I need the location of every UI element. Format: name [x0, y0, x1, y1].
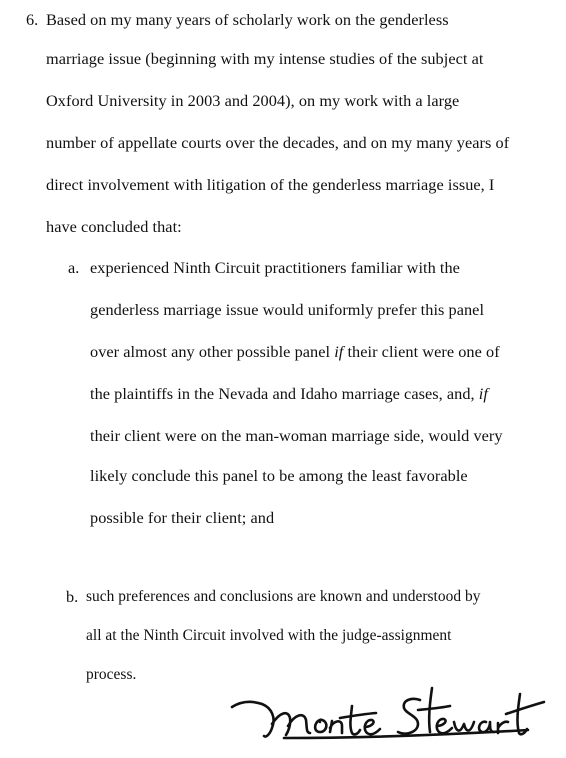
item-a-line-1: experienced Ninth Circuit practitioners familiar with the — [90, 258, 460, 277]
paragraph-line-4: number of appellate courts over the decades, and on my many years of — [46, 133, 510, 152]
item-a-line-3-pre: over almost any other possible panel — [90, 342, 335, 361]
paragraph-line-1: Based on my many years of scholarly work on the genderless — [46, 10, 449, 29]
item-a-marker: a. — [68, 258, 80, 277]
item-b-marker: b. — [66, 587, 79, 606]
paragraph-line-6: have concluded that: — [46, 217, 182, 236]
item-b-line-3: process. — [86, 666, 137, 683]
item-a-line-4-pre: the plaintiffs in the Nevada and Idaho marriage cases, and, — [90, 384, 479, 403]
item-b-line-2: all at the Ninth Circuit involved with the judge-assignment — [86, 627, 452, 644]
paragraph-line-2: marriage issue (beginning with my intense studies of the subject at — [46, 49, 484, 68]
paragraph-number: 6. — [26, 10, 39, 29]
item-a-line-2: genderless marriage issue would uniformly prefer this panel — [90, 300, 485, 319]
item-a-line-3-post: their client were one of — [343, 342, 500, 361]
paragraph-line-3: Oxford University in 2003 and 2004), on my work with a large — [46, 91, 460, 110]
item-a-line-4 — [90, 384, 488, 404]
item-b-line-1: such preferences and conclusions are known and understood by — [86, 588, 481, 605]
paragraph-line-5: direct involvement with litigation of the genderless marriage issue, I — [46, 175, 495, 194]
handwritten-signature — [228, 680, 550, 748]
item-a-line-4-if: if — [478, 384, 488, 403]
item-a-line-7: possible for their client; and — [90, 508, 275, 527]
item-a-line-3-if: if — [334, 342, 344, 361]
item-a-line-5: their client were on the man-woman marriage side, would very — [90, 426, 503, 445]
item-a-line-3 — [90, 342, 500, 362]
item-a-line-6: likely conclude this panel to be among the least favorable — [90, 466, 468, 485]
